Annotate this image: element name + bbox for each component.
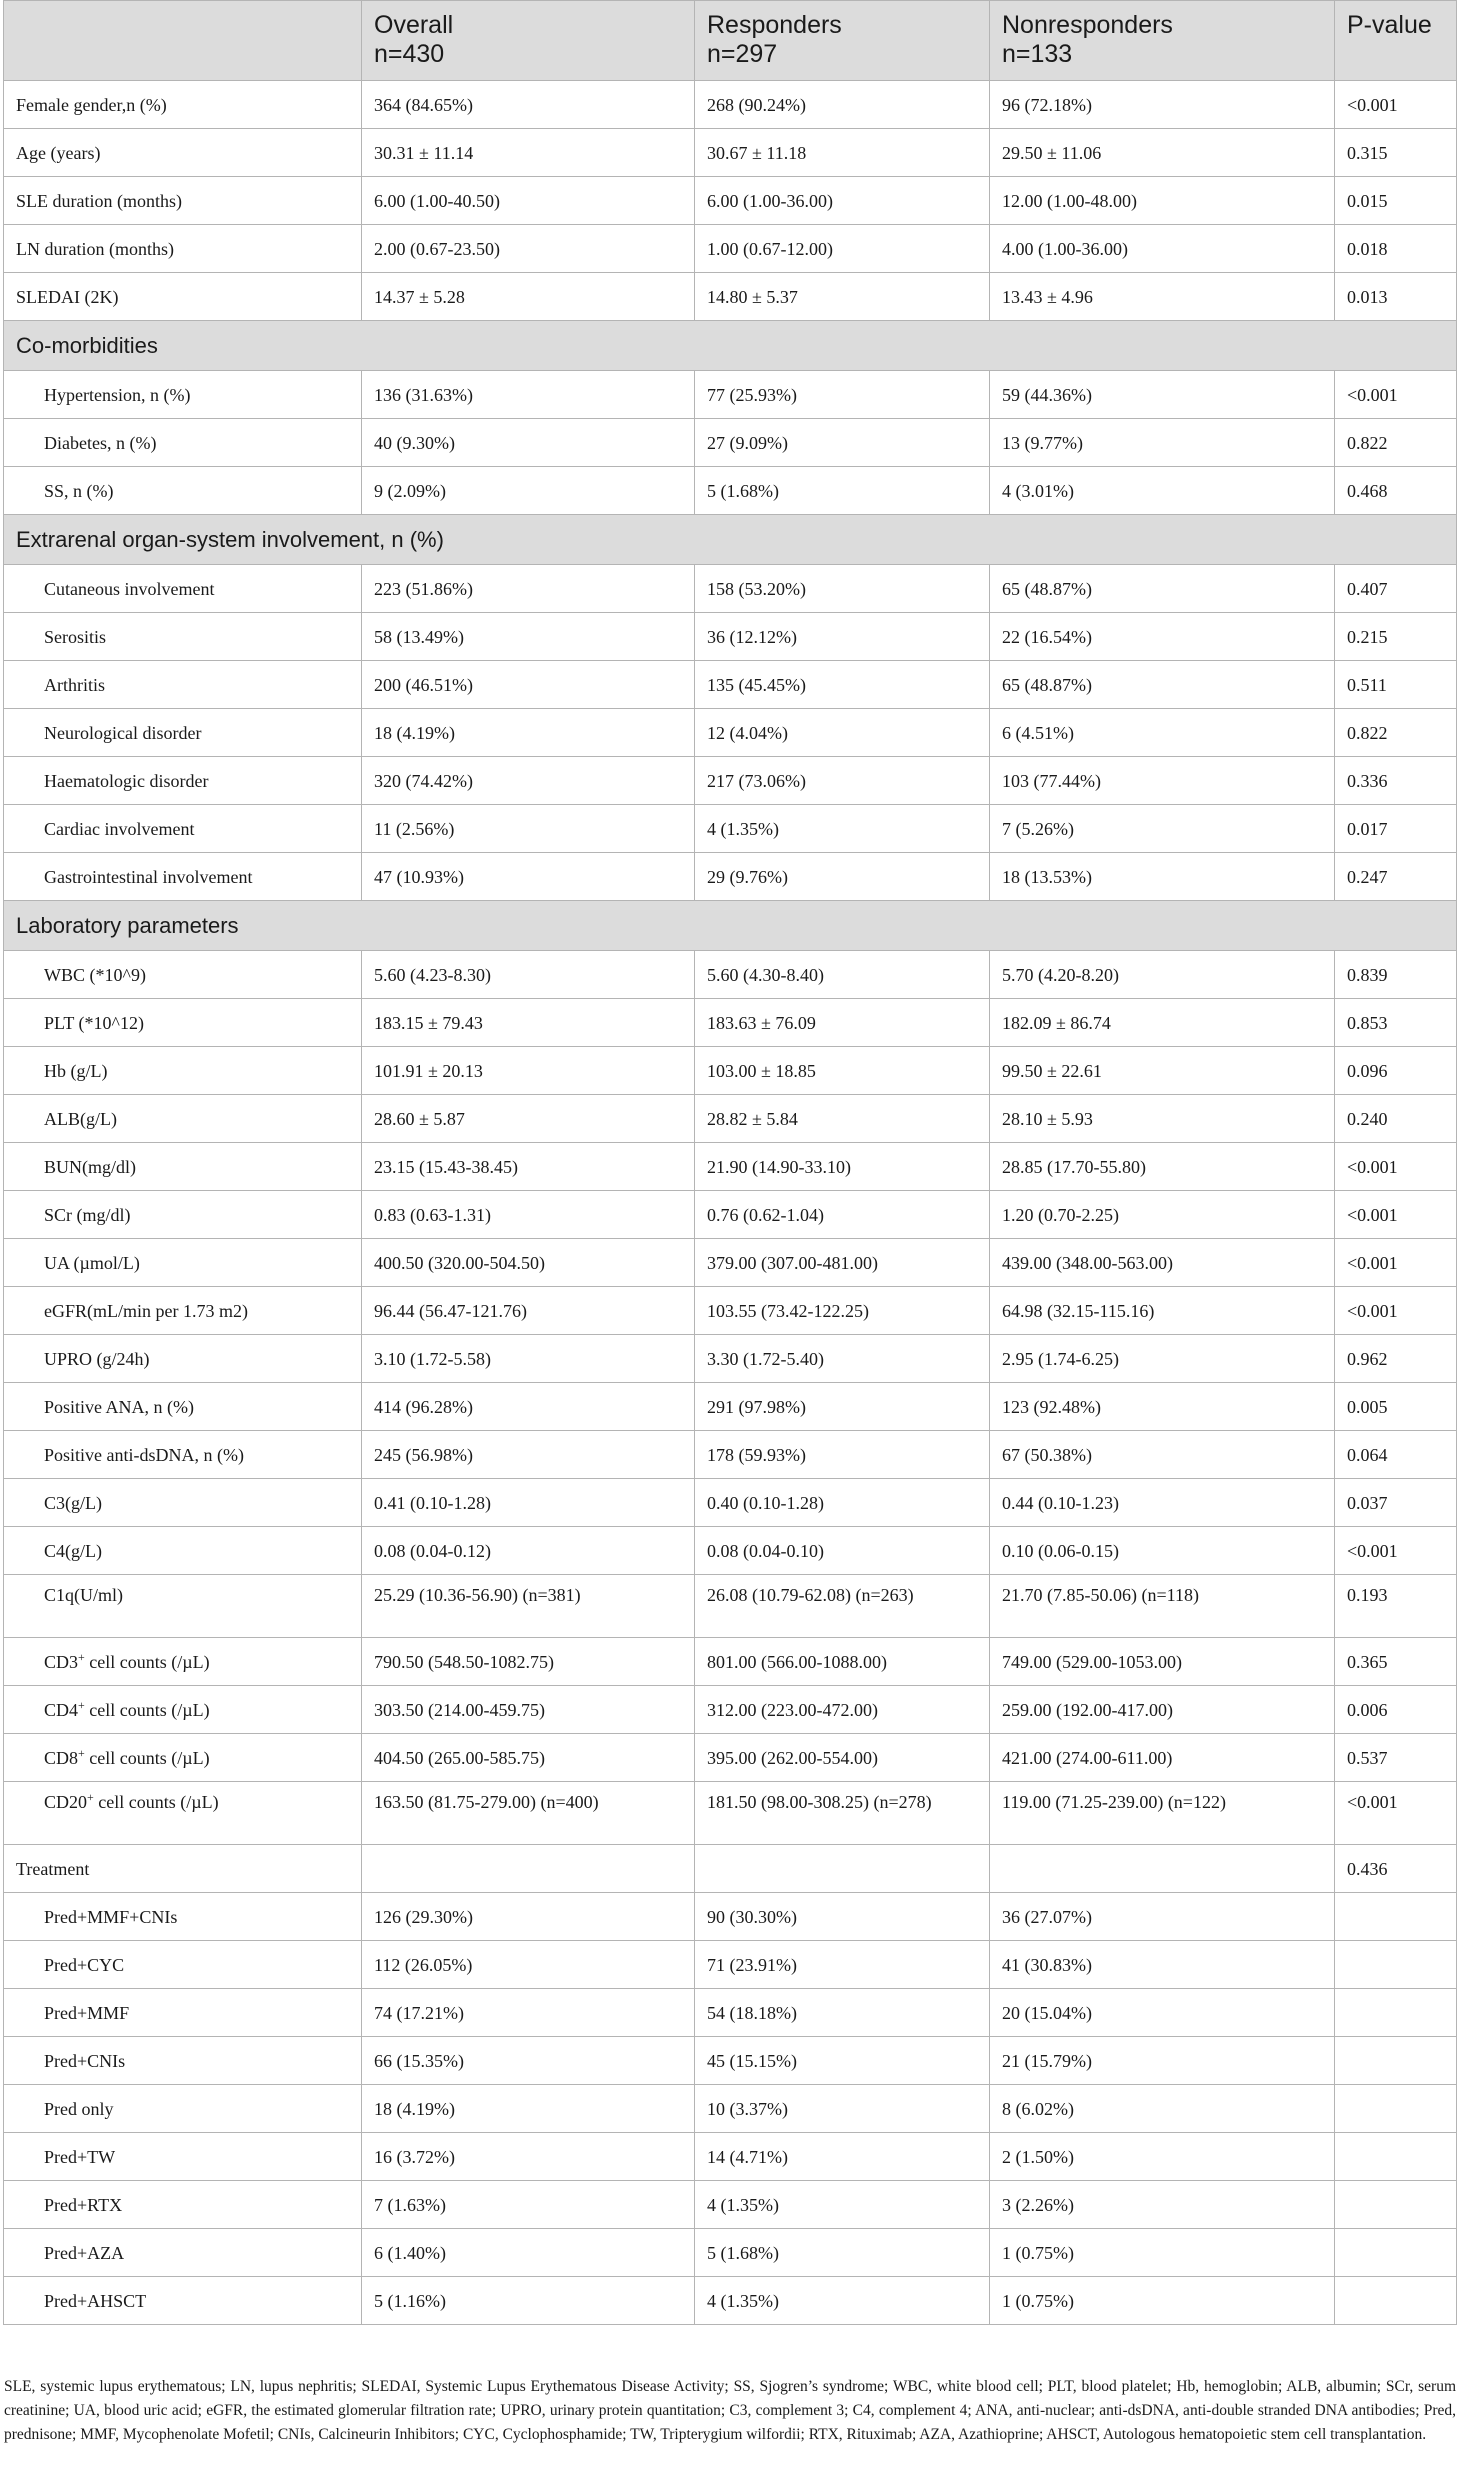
cell-value: 303.50 (214.00-459.75) [362,1686,695,1734]
cell-value: 6 (4.51%) [990,709,1335,757]
cell-value [695,1845,990,1893]
column-header-1: Overall n=430 [362,1,695,81]
row-label: Pred+AZA [4,2229,362,2277]
cell-value: 18 (4.19%) [362,709,695,757]
table-row [4,81,1457,129]
table-row [4,1893,1457,1941]
cell-value [1335,2085,1457,2133]
cell-value: 0.407 [1335,565,1457,613]
row-label: WBC (*10^9) [4,951,362,999]
cell-value: 103.00 ± 18.85 [695,1047,990,1095]
cell-value [1335,1893,1457,1941]
cell-value: 99.50 ± 22.61 [990,1047,1335,1095]
cell-value: 4.00 (1.00-36.00) [990,225,1335,273]
cell-value: 41 (30.83%) [990,1941,1335,1989]
table-row [4,951,1457,999]
table-row [4,1686,1457,1734]
table-row [4,467,1457,515]
table-row [4,1989,1457,2037]
row-label: UA (µmol/L) [4,1239,362,1287]
cell-value: 135 (45.45%) [695,661,990,709]
row-label: Positive anti-dsDNA, n (%) [4,1431,362,1479]
cell-value: <0.001 [1335,1287,1457,1335]
table-row [4,129,1457,177]
table-row [4,2133,1457,2181]
cell-value: 0.41 (0.10-1.28) [362,1479,695,1527]
cell-value: 0.44 (0.10-1.23) [990,1479,1335,1527]
cell-value: 312.00 (223.00-472.00) [695,1686,990,1734]
cell-value: 23.15 (15.43-38.45) [362,1143,695,1191]
cell-value: 183.63 ± 76.09 [695,999,990,1047]
row-label: Age (years) [4,129,362,177]
table-row [4,1143,1457,1191]
cell-value: 21.70 (7.85-50.06) (n=118) [990,1575,1335,1638]
baseline-characteristics-table [3,0,1457,2325]
column-header-0 [4,1,362,81]
cell-value: 749.00 (529.00-1053.00) [990,1638,1335,1686]
table-row [4,1287,1457,1335]
cell-value: 5 (1.68%) [695,467,990,515]
cell-value: 0.822 [1335,709,1457,757]
cell-value: 5 (1.68%) [695,2229,990,2277]
column-header-4: P-value [1335,1,1457,81]
cell-value: 364 (84.65%) [362,81,695,129]
cell-value: 36 (12.12%) [695,613,990,661]
superscript-plus: + [78,1697,85,1712]
cell-value: 5.60 (4.30-8.40) [695,951,990,999]
row-label: Pred+AHSCT [4,2277,362,2325]
cell-value: 4 (1.35%) [695,805,990,853]
cell-value: 395.00 (262.00-554.00) [695,1734,990,1782]
cell-value: <0.001 [1335,1239,1457,1287]
table-row [4,1431,1457,1479]
table-row [4,2085,1457,2133]
table-row [4,1047,1457,1095]
table-row [4,1479,1457,1527]
cell-value: 14.37 ± 5.28 [362,273,695,321]
row-label: Pred+CYC [4,1941,362,1989]
table-row [4,613,1457,661]
table-row [4,1239,1457,1287]
cell-value: 6.00 (1.00-36.00) [695,177,990,225]
cell-value [362,1845,695,1893]
cell-value: 59 (44.36%) [990,371,1335,419]
row-label: Cutaneous involvement [4,565,362,613]
row-label: BUN(mg/dl) [4,1143,362,1191]
cell-value: 64.98 (32.15-115.16) [990,1287,1335,1335]
cell-value: 12.00 (1.00-48.00) [990,177,1335,225]
cell-value: 66 (15.35%) [362,2037,695,2085]
cell-value: 182.09 ± 86.74 [990,999,1335,1047]
cell-value: 103.55 (73.42-122.25) [695,1287,990,1335]
row-label: CD20+ cell counts (/µL) [4,1782,362,1845]
cell-value: 10 (3.37%) [695,2085,990,2133]
cell-value: 801.00 (566.00-1088.00) [695,1638,990,1686]
table-row [4,1845,1457,1893]
cell-value: <0.001 [1335,1782,1457,1845]
cell-value: 5.60 (4.23-8.30) [362,951,695,999]
cell-value: 16 (3.72%) [362,2133,695,2181]
cell-value: 0.247 [1335,853,1457,901]
cell-value: 6 (1.40%) [362,2229,695,2277]
table-row [4,2037,1457,2085]
section-header-row [4,901,1457,951]
cell-value: 126 (29.30%) [362,1893,695,1941]
cell-value: 67 (50.38%) [990,1431,1335,1479]
cell-value: 0.096 [1335,1047,1457,1095]
table-row [4,371,1457,419]
table-row [4,419,1457,467]
row-label: SCr (mg/dl) [4,1191,362,1239]
cell-value [1335,2037,1457,2085]
cell-value: 4 (3.01%) [990,467,1335,515]
cell-value: 0.315 [1335,129,1457,177]
cell-value: 0.005 [1335,1383,1457,1431]
cell-value: 123 (92.48%) [990,1383,1335,1431]
row-label: SLE duration (months) [4,177,362,225]
cell-value: 259.00 (192.00-417.00) [990,1686,1335,1734]
cell-value: 6.00 (1.00-40.50) [362,177,695,225]
row-label: UPRO (g/24h) [4,1335,362,1383]
cell-value: 790.50 (548.50-1082.75) [362,1638,695,1686]
cell-value: 29.50 ± 11.06 [990,129,1335,177]
cell-value: 400.50 (320.00-504.50) [362,1239,695,1287]
table-row [4,1638,1457,1686]
cell-value: 0.240 [1335,1095,1457,1143]
row-label: Gastrointestinal involvement [4,853,362,901]
table-row [4,661,1457,709]
cell-value: 29 (9.76%) [695,853,990,901]
cell-value: 77 (25.93%) [695,371,990,419]
table-row [4,1383,1457,1431]
cell-value: 65 (48.87%) [990,661,1335,709]
cell-value: 439.00 (348.00-563.00) [990,1239,1335,1287]
cell-value: 9 (2.09%) [362,467,695,515]
row-label: Positive ANA, n (%) [4,1383,362,1431]
row-label: eGFR(mL/min per 1.73 m2) [4,1287,362,1335]
table-row [4,2277,1457,2325]
table-row [4,1782,1457,1845]
table-row [4,225,1457,273]
cell-value: 0.76 (0.62-1.04) [695,1191,990,1239]
cell-value: 245 (56.98%) [362,1431,695,1479]
row-label: CD4+ cell counts (/µL) [4,1686,362,1734]
cell-value: 96 (72.18%) [990,81,1335,129]
row-label: Neurological disorder [4,709,362,757]
cell-value: 0.10 (0.06-0.15) [990,1527,1335,1575]
cell-value: 18 (4.19%) [362,2085,695,2133]
row-label: C1q(U/ml) [4,1575,362,1638]
cell-value: 90 (30.30%) [695,1893,990,1941]
cell-value: 0.015 [1335,177,1457,225]
cell-value: 22 (16.54%) [990,613,1335,661]
cell-value [990,1845,1335,1893]
cell-value: 4 (1.35%) [695,2277,990,2325]
cell-value: 2.00 (0.67-23.50) [362,225,695,273]
cell-value [1335,2181,1457,2229]
cell-value: 3.10 (1.72-5.58) [362,1335,695,1383]
cell-value: 0.08 (0.04-0.10) [695,1527,990,1575]
cell-value: 0.215 [1335,613,1457,661]
cell-value: 96.44 (56.47-121.76) [362,1287,695,1335]
cell-value: 13.43 ± 4.96 [990,273,1335,321]
table-row [4,1527,1457,1575]
cell-value: 112 (26.05%) [362,1941,695,1989]
cell-value: 320 (74.42%) [362,757,695,805]
cell-value: 28.10 ± 5.93 [990,1095,1335,1143]
cell-value: 0.511 [1335,661,1457,709]
cell-value: 291 (97.98%) [695,1383,990,1431]
cell-value: 0.436 [1335,1845,1457,1893]
cell-value [1335,1989,1457,2037]
table-row [4,177,1457,225]
cell-value [1335,2133,1457,2181]
cell-value: 223 (51.86%) [362,565,695,613]
section-label: Co-morbidities [4,321,1457,371]
cell-value: 0.193 [1335,1575,1457,1638]
table-row [4,709,1457,757]
cell-value: 119.00 (71.25-239.00) (n=122) [990,1782,1335,1845]
cell-value: 0.013 [1335,273,1457,321]
cell-value: 200 (46.51%) [362,661,695,709]
table-footnote: SLE, systemic lupus erythematous; LN, lupus nephritis; SLEDAI, Systemic Lupus Erythematous Disease Activity; SS, Sjogren’s syndrome; WBC, white blood cell; PLT, blood platelet; Hb, hemoglobin; ALB, albumin; SCr, serum creatinine; UA, blood uric acid; eGFR, the estimated glomerular filtration rate; UPRO, urinary protein quantitation; C3, complement 3; C4, complement 4; ANA, anti-nuclear; anti-dsDNA, anti-double stranded DNA antibodies; Pred, prednisone; MMF, Mycophenolate Mofetil; CNIs, Calcineurin Inhibitors; CYC, Cyclophosphamide; TW, Tripterygium wilfordii; RTX, Rituximab; AZA, Azathioprine; AHSCT, Autologous hematopoietic stem cell transplantation. [4,2378,1456,2443]
cell-value: 14 (4.71%) [695,2133,990,2181]
cell-value: 1 (0.75%) [990,2277,1335,2325]
cell-value [1335,2277,1457,2325]
table-row [4,853,1457,901]
section-label: Extrarenal organ-system involvement, n (%) [4,515,1457,565]
cell-value: 103 (77.44%) [990,757,1335,805]
cell-value: 421.00 (274.00-611.00) [990,1734,1335,1782]
row-label: Female gender,n (%) [4,81,362,129]
cell-value: 2.95 (1.74-6.25) [990,1335,1335,1383]
cell-value: 30.67 ± 11.18 [695,129,990,177]
cell-value: 4 (1.35%) [695,2181,990,2229]
table-row [4,273,1457,321]
cell-value: <0.001 [1335,1527,1457,1575]
cell-value: 0.08 (0.04-0.12) [362,1527,695,1575]
cell-value: 1 (0.75%) [990,2229,1335,2277]
row-label: Treatment [4,1845,362,1893]
cell-value: 0.962 [1335,1335,1457,1383]
cell-value: 58 (13.49%) [362,613,695,661]
cell-value: 0.537 [1335,1734,1457,1782]
table-row [4,2181,1457,2229]
cell-value: 0.037 [1335,1479,1457,1527]
row-label: C3(g/L) [4,1479,362,1527]
row-label: Pred+MMF+CNIs [4,1893,362,1941]
cell-value: 2 (1.50%) [990,2133,1335,2181]
cell-value: 12 (4.04%) [695,709,990,757]
section-label: Laboratory parameters [4,901,1457,951]
cell-value: 3.30 (1.72-5.40) [695,1335,990,1383]
cell-value: 40 (9.30%) [362,419,695,467]
cell-value: 18 (13.53%) [990,853,1335,901]
cell-value: 178 (59.93%) [695,1431,990,1479]
table-row [4,1734,1457,1782]
cell-value: 217 (73.06%) [695,757,990,805]
cell-value: 0.336 [1335,757,1457,805]
cell-value: 0.365 [1335,1638,1457,1686]
cell-value: 404.50 (265.00-585.75) [362,1734,695,1782]
cell-value: 0.83 (0.63-1.31) [362,1191,695,1239]
cell-value: 414 (96.28%) [362,1383,695,1431]
row-label: Diabetes, n (%) [4,419,362,467]
cell-value: 65 (48.87%) [990,565,1335,613]
table-row [4,565,1457,613]
row-label: Pred+RTX [4,2181,362,2229]
row-label: LN duration (months) [4,225,362,273]
cell-value: 1.20 (0.70-2.25) [990,1191,1335,1239]
cell-value: 26.08 (10.79-62.08) (n=263) [695,1575,990,1638]
cell-value [1335,2229,1457,2277]
cell-value: 0.018 [1335,225,1457,273]
cell-value: 1.00 (0.67-12.00) [695,225,990,273]
cell-value: 71 (23.91%) [695,1941,990,1989]
cell-value: 54 (18.18%) [695,1989,990,2037]
cell-value: 0.468 [1335,467,1457,515]
cell-value: 8 (6.02%) [990,2085,1335,2133]
superscript-plus: + [78,1745,85,1760]
cell-value: 5 (1.16%) [362,2277,695,2325]
row-label: CD8+ cell counts (/µL) [4,1734,362,1782]
row-label: SLEDAI (2K) [4,273,362,321]
cell-value: 163.50 (81.75-279.00) (n=400) [362,1782,695,1845]
table-body [4,81,1457,2325]
cell-value: 158 (53.20%) [695,565,990,613]
cell-value: 30.31 ± 11.14 [362,129,695,177]
table-row [4,1191,1457,1239]
cell-value: 27 (9.09%) [695,419,990,467]
row-label: Arthritis [4,661,362,709]
table-row [4,805,1457,853]
cell-value: 181.50 (98.00-308.25) (n=278) [695,1782,990,1845]
row-label: SS, n (%) [4,467,362,515]
cell-value: <0.001 [1335,1143,1457,1191]
cell-value: 20 (15.04%) [990,1989,1335,2037]
cell-value: 0.40 (0.10-1.28) [695,1479,990,1527]
row-label: Hb (g/L) [4,1047,362,1095]
cell-value: 379.00 (307.00-481.00) [695,1239,990,1287]
cell-value: <0.001 [1335,371,1457,419]
row-label: CD3+ cell counts (/µL) [4,1638,362,1686]
cell-value: 7 (5.26%) [990,805,1335,853]
cell-value: 0.822 [1335,419,1457,467]
cell-value: 28.60 ± 5.87 [362,1095,695,1143]
cell-value: 268 (90.24%) [695,81,990,129]
section-header-row [4,515,1457,565]
row-label: Haematologic disorder [4,757,362,805]
superscript-plus: + [78,1649,85,1664]
cell-value: 0.853 [1335,999,1457,1047]
cell-value: 14.80 ± 5.37 [695,273,990,321]
cell-value: 136 (31.63%) [362,371,695,419]
cell-value: 7 (1.63%) [362,2181,695,2229]
cell-value: 5.70 (4.20-8.20) [990,951,1335,999]
column-header-2: Responders n=297 [695,1,990,81]
cell-value: 45 (15.15%) [695,2037,990,2085]
row-label: C4(g/L) [4,1527,362,1575]
table-row [4,1095,1457,1143]
row-label: Pred+MMF [4,1989,362,2037]
row-label: Serositis [4,613,362,661]
table-row [4,2229,1457,2277]
cell-value: 28.82 ± 5.84 [695,1095,990,1143]
column-header-3: Nonresponders n=133 [990,1,1335,81]
row-label: Cardiac involvement [4,805,362,853]
cell-value: 183.15 ± 79.43 [362,999,695,1047]
cell-value: 74 (17.21%) [362,1989,695,2037]
cell-value: 36 (27.07%) [990,1893,1335,1941]
table-row [4,1941,1457,1989]
cell-value [1335,1941,1457,1989]
section-header-row [4,321,1457,371]
row-label: Pred+TW [4,2133,362,2181]
cell-value: 11 (2.56%) [362,805,695,853]
cell-value: 25.29 (10.36-56.90) (n=381) [362,1575,695,1638]
cell-value: <0.001 [1335,81,1457,129]
cell-value: 0.006 [1335,1686,1457,1734]
row-label: PLT (*10^12) [4,999,362,1047]
row-label: Pred only [4,2085,362,2133]
superscript-plus: + [87,1790,94,1804]
cell-value: 0.017 [1335,805,1457,853]
cell-value: 0.839 [1335,951,1457,999]
cell-value: 13 (9.77%) [990,419,1335,467]
cell-value: 21.90 (14.90-33.10) [695,1143,990,1191]
cell-value: 28.85 (17.70-55.80) [990,1143,1335,1191]
cell-value: <0.001 [1335,1191,1457,1239]
table-row [4,999,1457,1047]
cell-value: 47 (10.93%) [362,853,695,901]
table-row [4,1335,1457,1383]
table-row [4,1575,1457,1638]
table-header-row [4,1,1457,81]
cell-value: 101.91 ± 20.13 [362,1047,695,1095]
row-label: Pred+CNIs [4,2037,362,2085]
table-row [4,757,1457,805]
cell-value: 0.064 [1335,1431,1457,1479]
row-label: ALB(g/L) [4,1095,362,1143]
cell-value: 21 (15.79%) [990,2037,1335,2085]
row-label: Hypertension, n (%) [4,371,362,419]
cell-value: 3 (2.26%) [990,2181,1335,2229]
